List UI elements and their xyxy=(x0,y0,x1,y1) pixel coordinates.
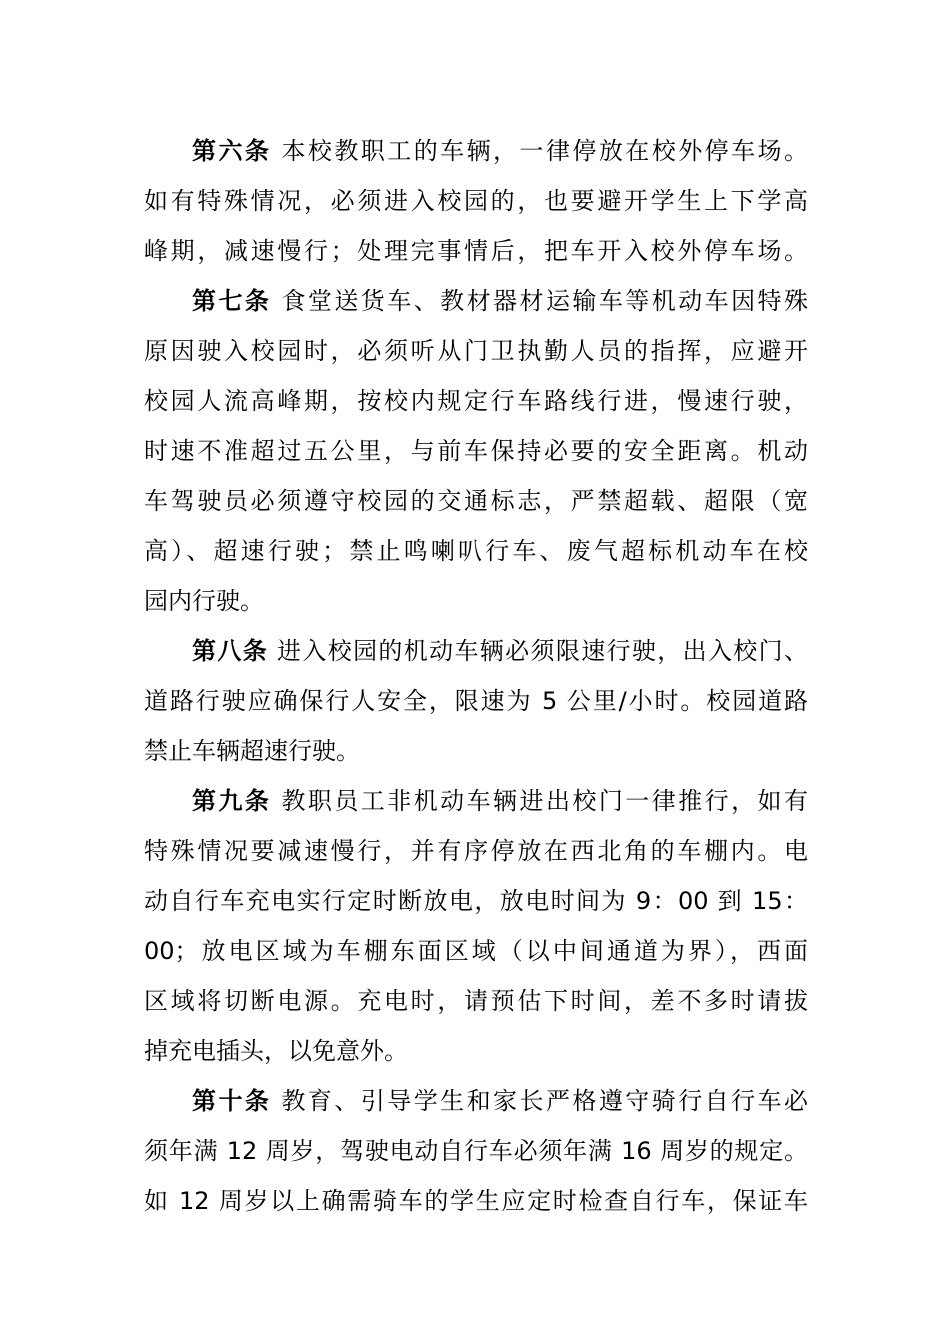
article-9-line-1: 第九条 教职员工非机动车辆进出校门一律推行，如有 xyxy=(192,787,808,815)
article-9-number: 第九条 xyxy=(192,787,272,815)
article-7-line-3: 校园人流高峰期，按校内规定行车路线行进，慢速行驶， xyxy=(144,387,808,415)
article-7-line-1: 第七条 食堂送货车、教材器材运输车等机动车因特殊 xyxy=(192,287,808,315)
article-10-line-3: 如 12 周岁以上确需骑车的学生应定时检查自行车，保证车 xyxy=(144,1187,808,1215)
article-10 xyxy=(144,1076,808,1226)
article-10-line-1: 第十条 教育、引导学生和家长严格遵守骑行自行车必 xyxy=(192,1087,808,1115)
article-7-line-2: 原因驶入校园时，必须听从门卫执勤人员的指挥，应避开 xyxy=(144,337,808,365)
article-6-line-2: 如有特殊情况，必须进入校园的，也要避开学生上下学高 xyxy=(144,187,808,215)
article-7 xyxy=(144,276,808,626)
article-8-line-1: 第八条 进入校园的机动车辆必须限速行驶，出入校门、 xyxy=(192,637,808,665)
article-6 xyxy=(144,126,808,276)
article-9-line-3: 动自行车充电实行定时断放电，放电时间为 9：00 到 15： xyxy=(144,887,808,915)
article-8-line-3: 禁止车辆超速行驶。 xyxy=(144,737,360,765)
article-6-line-1: 第六条 本校教职工的车辆，一律停放在校外停车场。 xyxy=(192,137,808,165)
article-8-line-2: 道路行驶应确保行人安全，限速为 5 公里/小时。校园道路 xyxy=(144,687,808,715)
article-7-line-6: 高）、超速行驶；禁止鸣喇叭行车、废气超标机动车在校 xyxy=(144,537,808,565)
article-9 xyxy=(144,776,808,1076)
article-9-line-2: 特殊情况要减速慢行，并有序停放在西北角的车棚内。电 xyxy=(144,837,808,865)
article-9-line-5: 区域将切断电源。充电时，请预估下时间，差不多时请拔 xyxy=(144,987,808,1015)
article-7-line-7: 园内行驶。 xyxy=(144,587,264,615)
document-body xyxy=(144,126,808,1226)
article-7-line-4: 时速不准超过五公里，与前车保持必要的安全距离。机动 xyxy=(144,437,808,465)
article-6-line-3: 峰期，减速慢行；处理完事情后，把车开入校外停车场。 xyxy=(144,237,808,265)
article-8 xyxy=(144,626,808,776)
article-10-number: 第十条 xyxy=(192,1087,272,1115)
article-9-line-6: 掉充电插头，以免意外。 xyxy=(144,1037,408,1065)
article-7-line-5: 车驾驶员必须遵守校园的交通标志，严禁超载、超限（宽 xyxy=(144,487,808,515)
article-7-number: 第七条 xyxy=(192,287,272,315)
article-6-number: 第六条 xyxy=(192,137,272,165)
article-8-number: 第八条 xyxy=(192,637,269,665)
article-10-line-2: 须年满 12 周岁，驾驶电动自行车必须年满 16 周岁的规定。 xyxy=(144,1137,808,1165)
article-9-line-4: 00；放电区域为车棚东面区域（以中间通道为界），西面 xyxy=(144,937,808,965)
